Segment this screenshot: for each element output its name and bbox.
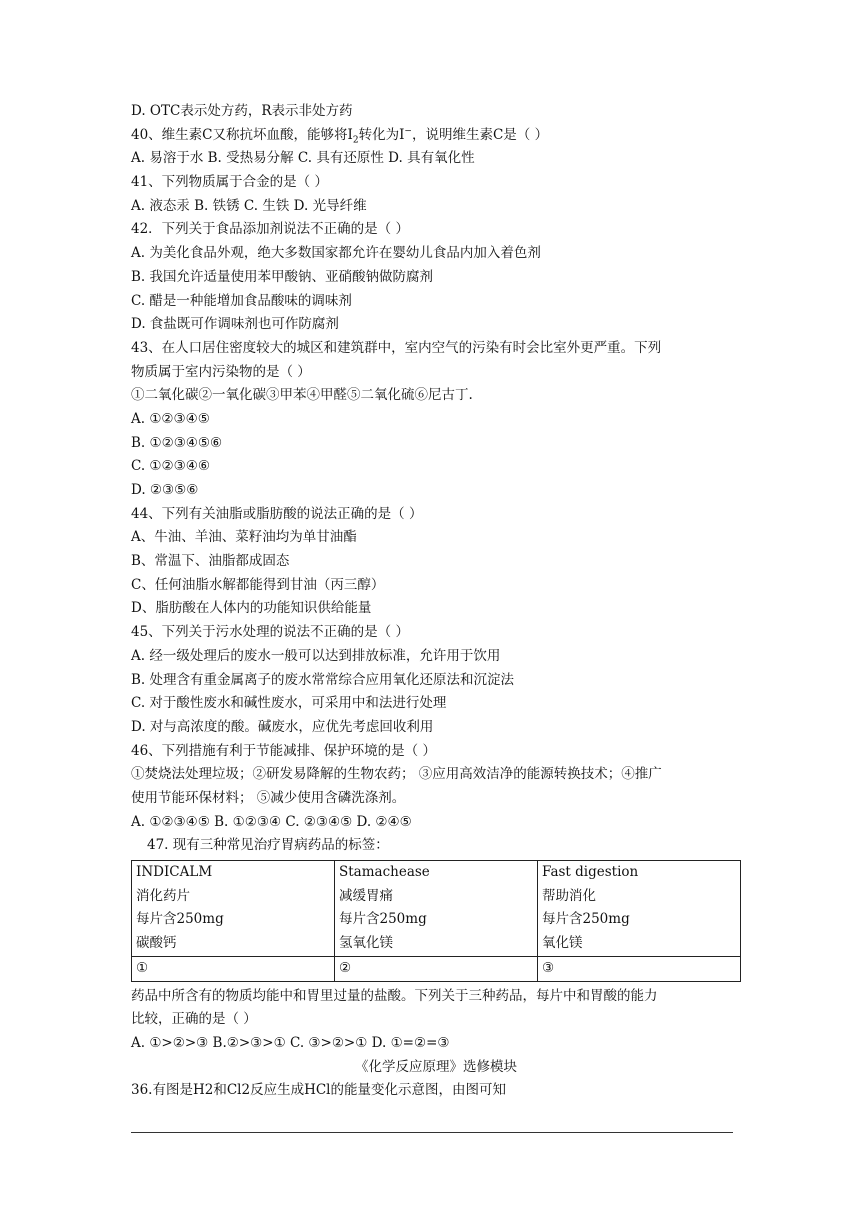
drug-label-table [131,860,741,982]
drug-dose: 每片含250mg [339,911,427,928]
text-line: A. ①②③④⑤ [131,410,210,427]
question-46: 46、下列措施有利于节能减排、保护环境的是（ ） [131,742,436,759]
drug-substance: 碳酸钙 [136,935,177,952]
q40-prefix: 40、维生素C又称抗坏血酸，能够将I [131,126,353,143]
question-47: 47. 现有三种常见治疗胃病药品的标签： [147,837,389,854]
text-line: D. 食盐既可作调味剂也可作防腐剂 [131,316,339,333]
footer-divider [131,1132,733,1133]
drug-name: INDICALM [136,864,213,880]
table-row [132,956,741,981]
module-title: 《化学反应原理》选修模块 [355,1058,517,1075]
drug-dose: 每片含250mg [136,911,224,928]
text-line: D、脂肪酸在人体内的功能知识供给能量 [131,600,372,617]
q40-superscript: − [404,126,412,137]
text-line: ①焚烧法处理垃圾；②研发易降解的生物农药； ③应用高效洁净的能源转换技术；④推广 [131,766,662,783]
drug-number-cell: ① [132,956,335,981]
drug-name: Stamachease [339,864,430,880]
text-line: B. 处理含有重金属离子的废水常常综合应用氧化还原法和沉淀法 [131,671,515,688]
text-line: A. ①>②>③ B.②>③>① C. ③>②>① D. ①=②=③ [131,1034,450,1051]
q40-subscript: 2 [352,135,359,146]
text-line: B. ①②③④⑤⑥ [131,434,223,451]
text-line: D. 对与高浓度的酸。碱废水，应优先考虑回收利用 [131,718,434,735]
drug-dose: 每片含250mg [542,911,630,928]
question-42: 42．下列关于食品添加剂说法不正确的是（ ） [131,221,409,238]
text-line: 药品中所含有的物质均能中和胃里过量的盐酸。下列关于三种药品，每片中和胃酸的能力 [131,987,658,1004]
text-line: C. 对于酸性废水和碱性废水，可采用中和法进行处理 [131,695,447,712]
text-line: D. OTC表示处方药，R表示非处方药 [131,103,353,119]
text-line: 比较，正确的是（ ） [131,1011,257,1028]
question-40 [131,124,741,148]
text-line: A、牛油、羊油、菜籽油均为单甘油酯 [131,529,357,546]
text-line: B、常温下、油脂都成固态 [131,553,290,570]
drug-number-cell: ② [335,956,538,981]
drug-use: 帮助消化 [542,887,596,904]
q40-middle: 转化为I [358,126,405,143]
drug-use: 减缓胃痛 [339,887,393,904]
text-line: 使用节能环保材料； ⑤减少使用含磷洗涤剂。 [131,789,406,806]
drug-label-3 [538,861,741,957]
text-line: C. ①②③④⑥ [131,458,210,475]
text-line: A. 液态汞 B. 铁锈 C. 生铁 D. 光导纤维 [131,197,367,214]
q40-suffix: ，说明维生素C是（ ） [411,126,549,143]
drug-name: Fast digestion [542,864,639,880]
text-line: A. 经一级处理后的废水一般可以达到排放标准，允许用于饮用 [131,647,501,664]
text-line: A. ①②③④⑤ B. ①②③④ C. ②③④⑤ D. ②④⑤ [131,813,412,830]
question-43: 43、在人口居住密度较大的城区和建筑群中，室内空气的污染有时会比室外更严重。下列 [131,339,662,356]
question-44: 44、下列有关油脂或脂肪酸的说法正确的是（ ） [131,505,423,522]
text-line: 物质属于室内污染物的是（ ） [131,363,311,380]
question-36: 36.有图是H2和Cl2反应生成HCl的能量变化示意图，由图可知 [131,1082,506,1099]
drug-number-cell: ③ [538,956,741,981]
drug-label-2 [335,861,538,957]
text-line: A. 为美化食品外观，绝大多数国家都允许在婴幼儿食品内加入着色剂 [131,245,541,262]
text-line: ①二氧化碳②一氧化碳③甲苯④甲醛⑤二氧化硫⑥尼古丁. [131,387,473,404]
text-line: C. 醋是一种能增加食品酸味的调味剂 [131,292,352,309]
drug-label-1 [132,861,335,957]
drug-use: 消化药片 [136,887,190,904]
text-line: B. 我国允许适量使用苯甲酸钠、亚硝酸钠做防腐剂 [131,268,434,285]
question-41: 41、下列物质属于合金的是（ ） [131,174,328,191]
drug-substance: 氧化镁 [542,935,583,952]
text-line: A. 易溶于水 B. 受热易分解 C. 具有还原性 D. 具有氧化性 [131,150,475,167]
text-line: C、任何油脂水解都能得到甘油（丙三醇） [131,576,385,593]
question-45: 45、下列关于污水处理的说法不正确的是（ ） [131,624,409,641]
table-row [132,861,741,957]
document-page [131,100,741,1103]
text-line: D. ②③⑤⑥ [131,482,199,498]
drug-substance: 氢氧化镁 [339,935,393,952]
